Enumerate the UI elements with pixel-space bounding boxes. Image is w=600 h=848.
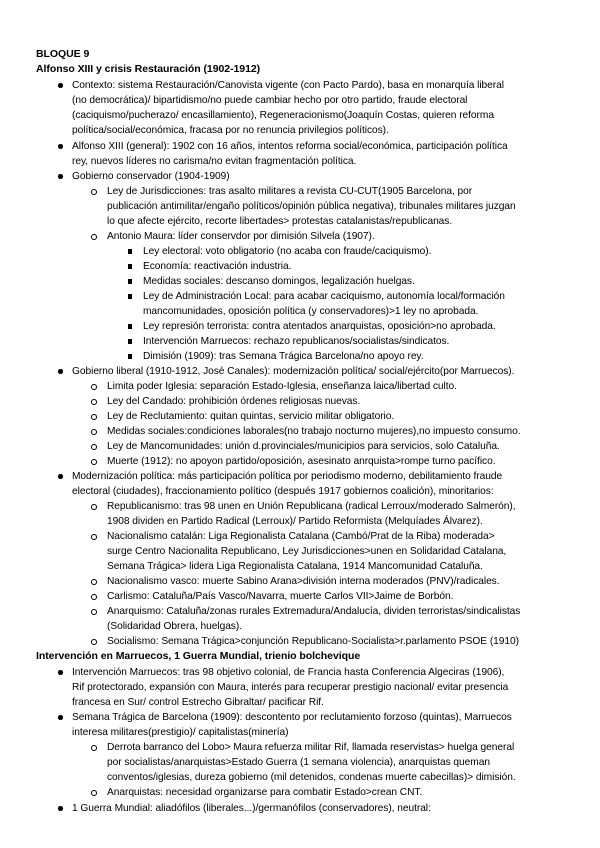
section-title-restauracion: Alfonso XIII y crisis Restauración (1902-1912) — [36, 63, 261, 75]
text-line: Republicanismo: tras 98 unen en Unión Republicana (radical Lerroux/moderado Salmerón), — [107, 501, 516, 512]
text-line: publicación antimilitar/engaño políticos/opinión pública negativa), tribunales militares juzgan — [107, 201, 516, 212]
text-line: Semana Trágica> lidera Liga Regionalista Catalana, 1914 Mancomunidad Cataluña. — [107, 561, 483, 572]
text-line: Ley de Jurisdicciones: tras asalto militares a revista CU-CUT(1905 Barcelona, por — [107, 186, 473, 197]
text-line: Intervención Marruecos: tras 98 objetivo colonial, de Francia hasta Conferencia Algeciras (1906), — [72, 667, 505, 678]
text-line: Gobierno liberal (1910-1912, José Canales): modernización política/ social/ejército(por Marruecos). — [72, 366, 515, 377]
text-line: Rif protectorado, expansión con Maura, interés para recuperar prestigio nacional/ evitar presencia — [72, 682, 509, 693]
text-line: Ley del Candado: prohibición órdenes religiosas nuevas. — [107, 396, 361, 407]
text-line: electoral (ciudades), fraccionamiento político (después 1917 gobiernos coalición), minoritarios: — [72, 486, 494, 497]
text-line: Carlismo: Cataluña/País Vasco/Navarra, muerte Carlos VII>Jaime de Borbón. — [107, 591, 454, 602]
text-line: Ley de Mancomunidades: unión d.provinciales/municipios para servicios, solo Cataluña. — [107, 441, 500, 452]
text-line: Contexto: sistema Restauración/Canovista vigente (con Pacto Pardo), basa en monarquía liberal — [72, 80, 504, 91]
text-line: Medidas sociales: descanso domingos, legalización huelgas. — [143, 276, 415, 287]
text-line: Antonio Maura: líder conservdor por dimisión Silvela (1907). — [107, 231, 375, 242]
text-line: Intervención Marruecos: rechazo republicanos/socialistas/sindicatos. — [143, 336, 450, 347]
text-line: Ley de Administración Local: para acabar caciquismo, autonomía local/formación — [143, 291, 505, 302]
text-line: (no democrática)/ bipartidismo/no puede cambiar hecho por otro partido, fraude electoral — [72, 95, 468, 106]
text-line: Medidas sociales:condiciones laborales(no trabajo nocturno mujeres),no impuesto consumo. — [107, 426, 521, 437]
text-line: Modernización política: más participación política por periodismo moderno, debilitamiento fraude — [72, 471, 503, 482]
text-line: Dimisión (1909): tras Semana Trágica Barcelona/no apoyo rey. — [143, 351, 424, 362]
text-line: (Solidaridad Obrera, huelgas). — [107, 621, 242, 632]
text-line: rey, nuevos líderes no carisma/no evitan fragmentación política. — [72, 156, 357, 167]
text-line: Nacionalismo vasco: muerte Sabino Arana>división interna moderados (PNV)/radicales. — [107, 576, 500, 587]
text-line: Gobierno conservador (1904-1909) — [72, 171, 230, 182]
text-line: Ley represión terrorista: contra atentados anarquistas, oposición>no aprobada. — [143, 321, 496, 332]
text-line: Nacionalismo catalán: Liga Regionalista Catalana (Cambó/Prat de la Riba) moderada> — [107, 531, 495, 542]
text-line: interesa militares(prestigio)/ capitalistas(minería) — [72, 727, 289, 738]
text-line: Muerte (1912): no apoyon partido/oposición, asesinato anrquista>rompe turno pacífico. — [107, 456, 496, 467]
text-line: Derrota barranco del Lobo> Maura refuerza militar Rif, llamada reservistas> huelga general — [107, 742, 515, 753]
text-line: Economía: reactivación industria. — [143, 261, 292, 272]
text-line: surge Centro Nacionalita Republicano, Ley Jurisdicciones>unen en Solidaridad Catalana, — [107, 546, 507, 557]
text-line: Limita poder Iglesia: separación Estado-Iglesia, enseñanza laica/libertad culto. — [107, 381, 457, 392]
section-title-marruecos: Intervención en Marruecos, 1 Guerra Mundial, trienio bolchevique — [36, 650, 361, 662]
text-line: Ley de Reclutamiento: quitan quintas, servicio militar obligatorio. — [107, 411, 395, 422]
text-line: política/social/económica, fracasa por no renuncia privilegios políticos). — [72, 125, 389, 136]
text-line: Semana Trágica de Barcelona (1909): descontento por reclutamiento forzoso (quintas), Marruecos — [72, 712, 512, 723]
text-line: francesa en Sur/ control Estrecho Gibraltar/ pacificar Rif. — [72, 697, 324, 708]
text-line: mancomunidades, oposición política (y conservadores)>1 ley no aprobada. — [143, 306, 479, 317]
text-line: Alfonso XIII (general): 1902 con 16 años, intentos reforma social/económica, participación política — [72, 141, 508, 152]
text-line: 1908 dividen en Partido Radical (Lerroux)/ Partido Reformista (Melquíades Álvarez). — [107, 516, 483, 527]
text-line: (caciquismo/pucherazo/ encasillamiento), Regeneracionismo(Joaquín Costas, quieren reforma — [72, 110, 494, 121]
text-line: Socialismo: Semana Trágica>conjunción Republicano-Socialista>r.parlamento PSOE (1910) — [107, 636, 519, 647]
text-line: conventos/iglesias, dureza gobierno (mil detenidos, condenas muerte cabecillas)> dimisión. — [107, 772, 516, 783]
text-line: Ley electoral: voto obligatorio (no acaba con fraude/caciquismo). — [143, 246, 432, 257]
text-line: lo que afecte ejército, recorte libertades> protestas catalanistas/republicanas. — [107, 216, 453, 227]
text-line: por socialistas/anarquistas>Estado Guerra (1 semana violencia), anarquistas queman — [107, 757, 490, 768]
text-line: Anarquistas: necesidad organizarse para combatir Estado>crean CNT. — [107, 787, 423, 798]
text-line: Anarquismo: Cataluña/zonas rurales Extremadura/Andalucía, dividen terroristas/sindicalistas — [107, 606, 521, 617]
text-line: 1 Guerra Mundial: aliadófilos (liberales...)/germanófilos (conservadores), neutral: — [72, 803, 431, 814]
heading-bloque: BLOQUE 9 — [36, 48, 90, 60]
